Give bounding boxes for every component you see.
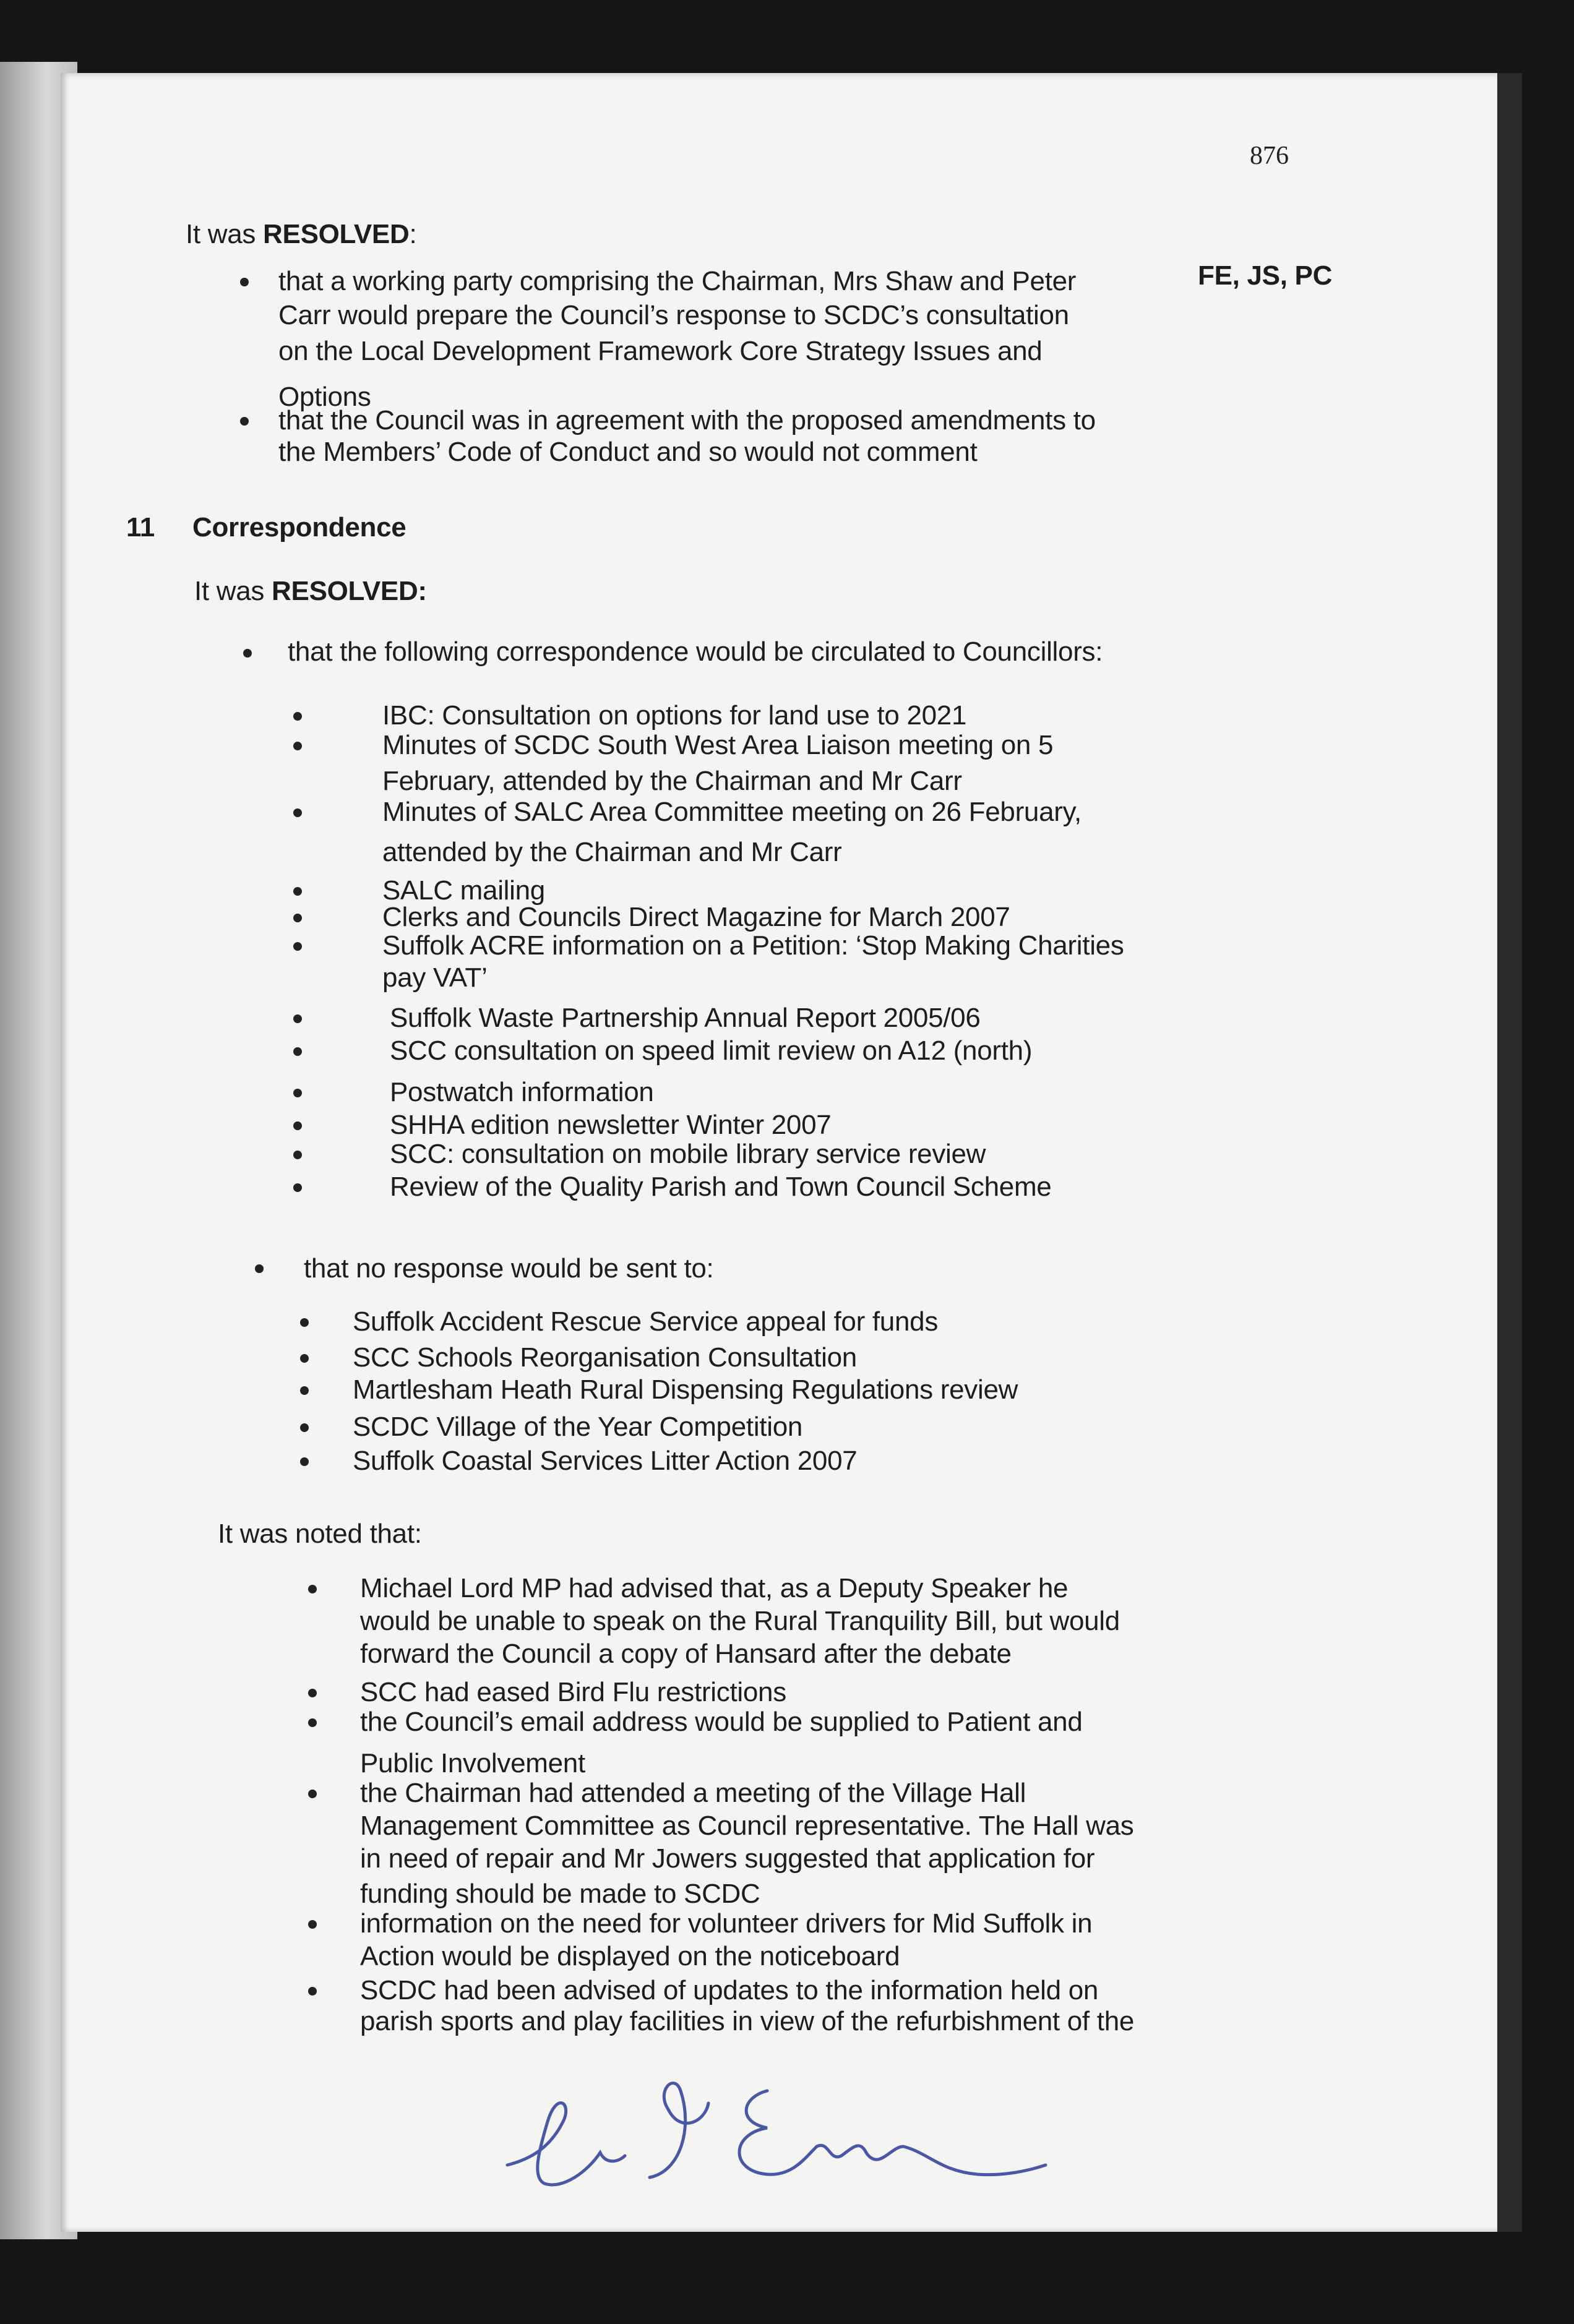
- no-response-item-line: SCC Schools Reorganisation Consultation: [353, 1342, 857, 1373]
- noted-item-line: Management Committee as Council representative. The Hall was: [360, 1811, 1134, 1841]
- bullet-icon: [293, 1089, 302, 1097]
- resolved-bold: RESOLVED:: [272, 576, 427, 606]
- noted-item-line: the Council’s email address would be supplied to Patient and: [360, 1707, 1083, 1737]
- noted-item-line: Michael Lord MP had advised that, as a Deputy Speaker he: [360, 1573, 1069, 1603]
- resolved-heading-1: [186, 217, 416, 252]
- bullet-icon: [308, 1920, 317, 1929]
- bullet-icon: [300, 1423, 309, 1432]
- bullet-icon: [308, 1689, 317, 1697]
- resolved-item-line: the Members’ Code of Conduct and so would not comment: [278, 437, 978, 467]
- circulated-item-line: Minutes of SALC Area Committee meeting on 26 February,: [382, 797, 1082, 827]
- no-response-item-line: Martlesham Heath Rural Dispensing Regulations review: [353, 1374, 1018, 1405]
- bullet-icon: [308, 1790, 317, 1798]
- resolved-item-line: Carr would prepare the Council’s response to SCDC’s consultation: [278, 300, 1069, 330]
- bullet-icon: [308, 1987, 317, 1996]
- section-title: Correspondence: [192, 512, 406, 542]
- bullet-icon: [293, 1014, 302, 1023]
- circulated-item-line: Clerks and Councils Direct Magazine for March 2007: [382, 902, 1010, 932]
- noted-item-line: Action would be displayed on the noticeboard: [360, 1941, 900, 1971]
- noted-item-line: forward the Council a copy of Hansard after the debate: [360, 1639, 1012, 1669]
- bullet-icon: [293, 742, 302, 750]
- circulated-item-line: February, attended by the Chairman and Mr Carr: [382, 766, 962, 796]
- resolved-prefix: It was: [194, 576, 272, 606]
- resolved-heading-2: [194, 574, 427, 609]
- noted-item-line: information on the need for volunteer drivers for Mid Suffolk in: [360, 1908, 1093, 1939]
- resolved-suffix: :: [409, 219, 417, 249]
- bullet-icon: [293, 1047, 302, 1056]
- bullet-icon: [293, 1151, 302, 1159]
- resolved-item-line: that a working party comprising the Chairman, Mrs Shaw and Peter: [278, 266, 1077, 296]
- bullet-icon: [293, 914, 302, 922]
- circulated-item-line: SCC: consultation on mobile library service review: [390, 1139, 986, 1169]
- bullet-icon: [293, 1183, 302, 1192]
- bullet-icon: [300, 1386, 309, 1395]
- resolved-bold: RESOLVED: [263, 219, 410, 249]
- no-response-item-line: SCDC Village of the Year Competition: [353, 1412, 803, 1442]
- circulated-item-line: Suffolk ACRE information on a Petition: ‘Stop Making Charities: [382, 930, 1124, 961]
- bullet-icon: [293, 808, 302, 817]
- circulated-item-line: Minutes of SCDC South West Area Liaison meeting on 5: [382, 730, 1054, 760]
- noted-item-line: SCDC had been advised of updates to the information held on: [360, 1975, 1099, 2005]
- bullet-icon: [308, 1585, 317, 1593]
- no-response-item-line: Suffolk Coastal Services Litter Action 2007: [353, 1446, 858, 1476]
- page-edge-shadow: [1497, 73, 1522, 2232]
- bullet-icon: [308, 1718, 317, 1727]
- circulated-item-line: pay VAT’: [382, 963, 488, 993]
- noted-item-line: the Chairman had attended a meeting of the Village Hall: [360, 1778, 1026, 1808]
- circulated-item-line: SCC consultation on speed limit review on A12 (north): [390, 1036, 1033, 1066]
- resolved-prefix: It was: [186, 219, 264, 249]
- noted-item-line: in need of repair and Mr Jowers suggested that application for: [360, 1843, 1095, 1874]
- circulated-item-line: SALC mailing: [382, 875, 545, 906]
- bullet-icon: [300, 1318, 309, 1327]
- bullet-icon: [255, 1264, 264, 1273]
- resolved-item-line: that the Council was in agreement with the proposed amendments to: [278, 405, 1096, 435]
- noted-item-line: SCC had eased Bird Flu restrictions: [360, 1677, 786, 1707]
- resolved-item-line: Options: [278, 382, 371, 412]
- noted-item-line: Public Involvement: [360, 1748, 585, 1778]
- noted-intro: It was noted that:: [218, 1519, 422, 1549]
- noted-item-line: funding should be made to SCDC: [360, 1879, 760, 1909]
- circulated-item-line: Postwatch information: [390, 1077, 654, 1107]
- noted-item-line: parish sports and play facilities in view of the refurbishment of the: [360, 2006, 1135, 2036]
- bullet-icon: [293, 1121, 302, 1130]
- bullet-icon: [240, 278, 249, 286]
- circulated-item-line: IBC: Consultation on options for land use to 2021: [382, 700, 967, 731]
- bullet-icon: [300, 1457, 309, 1466]
- page-number: 876: [1250, 142, 1289, 170]
- circulate-intro: that the following correspondence would be circulated to Councillors:: [288, 637, 1103, 667]
- circulated-item-line: Suffolk Waste Partnership Annual Report 2005/06: [390, 1003, 981, 1033]
- noted-item-line: would be unable to speak on the Rural Tranquility Bill, but would: [360, 1606, 1120, 1636]
- signature: [495, 2054, 1077, 2215]
- circulated-item-line: attended by the Chairman and Mr Carr: [382, 837, 842, 867]
- bullet-icon: [240, 417, 249, 426]
- action-initials: FE, JS, PC: [1198, 260, 1333, 291]
- resolved-item-line: on the Local Development Framework Core Strategy Issues and: [278, 336, 1043, 366]
- section-number: 11: [126, 512, 155, 542]
- no-response-item-line: Suffolk Accident Rescue Service appeal for funds: [353, 1306, 939, 1337]
- bullet-icon: [293, 887, 302, 896]
- bullet-icon: [293, 712, 302, 721]
- bullet-icon: [243, 649, 252, 658]
- bullet-icon: [300, 1354, 309, 1363]
- bullet-icon: [293, 942, 302, 951]
- circulated-item-line: Review of the Quality Parish and Town Council Scheme: [390, 1172, 1052, 1202]
- no-response-intro: that no response would be sent to:: [304, 1253, 714, 1284]
- circulated-item-line: SHHA edition newsletter Winter 2007: [390, 1110, 832, 1140]
